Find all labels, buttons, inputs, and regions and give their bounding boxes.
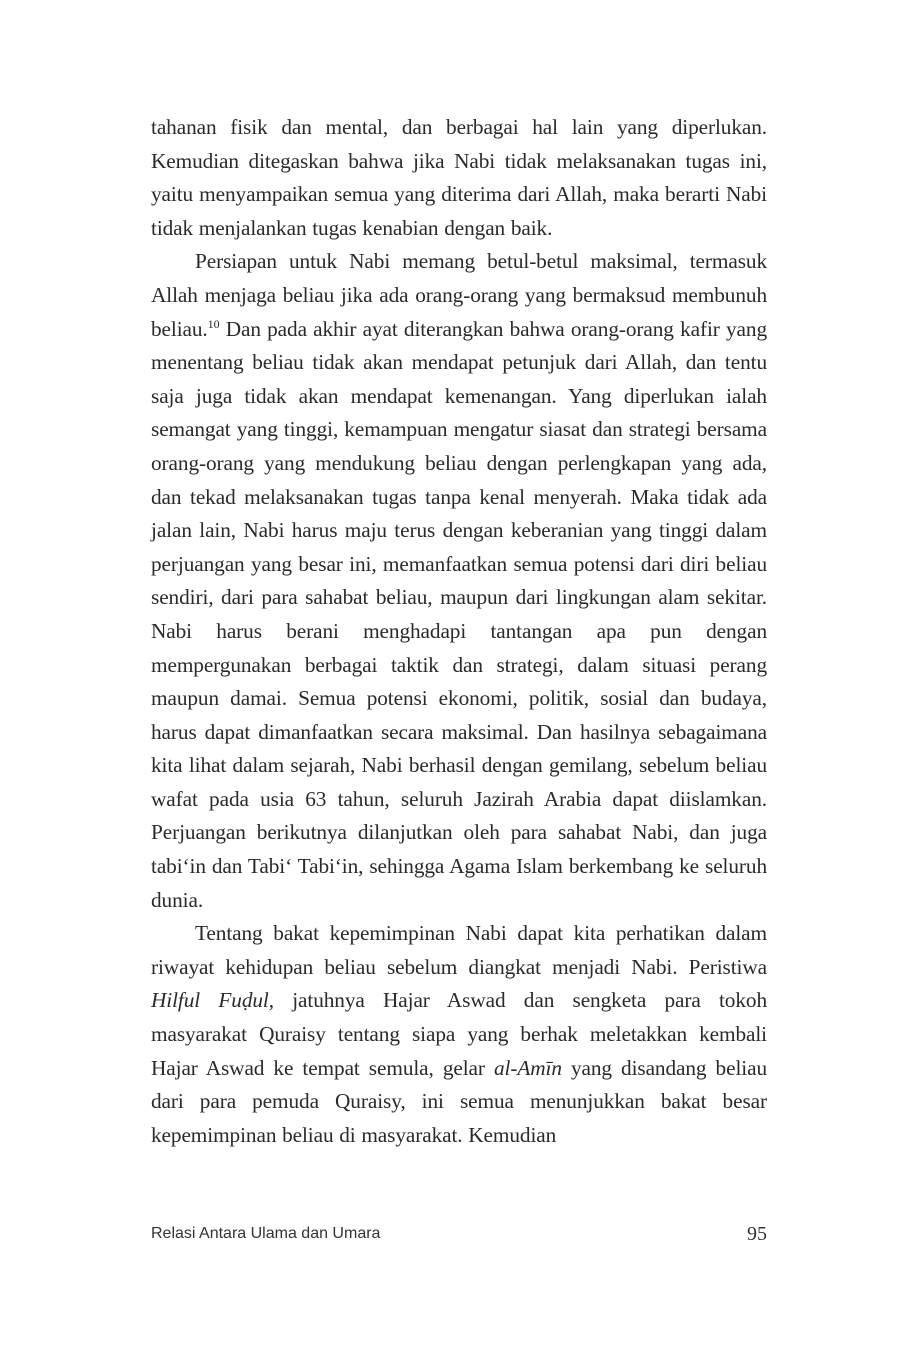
- page-number: 95: [747, 1223, 767, 1245]
- italic-term-al-amin: al-Amīn: [493, 1055, 562, 1080]
- page-footer: [151, 1222, 767, 1250]
- italic-term-hilful-fudul: Hilful Fuḍul: [151, 988, 269, 1013]
- paragraph-3: [151, 917, 767, 1152]
- paragraph-1: [151, 111, 767, 245]
- paragraph-2-text-b: Dan pada akhir ayat diterangkan bahwa orang-orang kafir yang menentang beliau tidak akan mendapat petunjuk dari Allah, dan tentu saja juga tidak akan mendapat kemenangan. Yang diperlukan ialah semangat yang tinggi, kemampuan mengatur siasat dan strategi bersama orang-orang yang mendukung beliau dengan perlengkapan yang ada, dan tekad melaksanakan tugas tanpa kenal menyerah. Maka tidak ada jalan lain, Nabi harus maju terus dengan keberanian yang tinggi dalam perjuangan yang besar ini, memanfaatkan semua potensi dari diri beliau sendiri, dari para sahabat beliau, maupun dari lingkungan alam sekitar. Nabi harus berani menghadapi tantangan apa pun dengan mempergunakan berbagai taktik dan strategi, dalam situasi perang maupun damai. Semua potensi ekonomi, politik, sosial dan budaya, harus dapat dimanfaatkan secara maksimal. Dan hasilnya sebagaimana kita lihat dalam sejarah, Nabi berhasil dengan gemilang, sebelum beliau wafat pada usia 63 tahun, seluruh Jazirah Arabia dapat diislamkan. Perjuangan berikutnya dilanjutkan oleh para sahabat Nabi, dan juga tabi‘in dan Tabi‘ Tabi‘in, sehingga Agama Islam berkembang ke seluruh dunia.: [151, 316, 767, 912]
- paragraph-2-text-a: Persiapan untuk Nabi memang betul-betul maksimal, termasuk Allah menjaga beliau jika ada orang-orang yang bermaksud membunuh beliau.: [151, 249, 767, 341]
- paragraph-1-text: tahanan fisik dan mental, dan berbagai hal lain yang diperlukan. Kemudian ditegaskan bahwa jika Nabi tidak melaksanakan tugas ini, yaitu menyampaikan semua yang diterima dari Allah, maka berarti Nabi tidak menjalankan tugas kenabian dengan baik.: [151, 115, 767, 240]
- footnote-marker: 10: [207, 316, 220, 331]
- running-footer-title: Relasi Antara Ulama dan Umara: [151, 1225, 381, 1242]
- paragraph-3-text-c: yang disandang beliau dari para pemuda Quraisy, ini semua menunjukkan bakat besar kepemimpinan beliau di masyarakat. Kemudian: [151, 1055, 767, 1147]
- paragraph-3-text-b: , jatuhnya Hajar Aswad dan sengketa para tokoh masyarakat Quraisy tentang siapa yang berhak meletakkan kembali Hajar Aswad ke tempat semula, gelar: [151, 988, 767, 1080]
- paragraph-3-text-a: Tentang bakat kepemimpinan Nabi dapat kita perhatikan dalam riwayat kehidupan beliau sebelum diangkat menjadi Nabi. Peristiwa: [151, 921, 767, 979]
- paragraph-2: [151, 245, 767, 917]
- page-body: [151, 111, 767, 1152]
